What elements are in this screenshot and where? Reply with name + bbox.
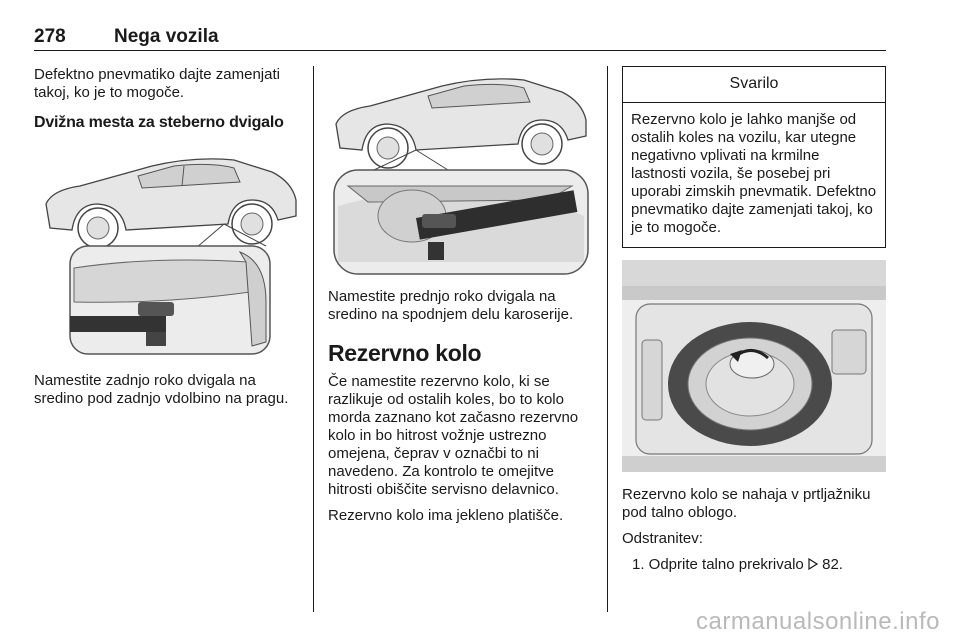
section-heading-spare-wheel: Rezervno kolo xyxy=(328,340,482,366)
spare-location-paragraph: Rezervno kolo se nahaja v prtljažniku pod talno oblogo. xyxy=(622,486,871,521)
page-title: Nega vozila xyxy=(114,26,219,47)
column-left xyxy=(34,66,300,408)
removal-label: Odstranitev: xyxy=(622,530,703,547)
intro-text: Defektno pnevmatiko dajte zamenjati takoj, ko je to mogoče. xyxy=(34,66,280,101)
caption-rear-arm: Namestite zadnjo roko dvigala na sredino pod zadnjo vdolbino na pragu. xyxy=(34,372,289,407)
page-header xyxy=(34,26,886,51)
page-reference-link[interactable]: 82. xyxy=(822,556,843,573)
watermark: carmanualsonline.info xyxy=(696,608,940,635)
caption-front-arm: Namestite prednjo roko dvigala na sredino na spodnjem delu karoserije. xyxy=(328,288,574,323)
front-lift-point-illustration xyxy=(328,66,594,278)
spare-wheel-paragraph: Če namestite rezervno kolo, ki se razlikuje od ostalih koles, bo to kolo morda zaznano kot začasno rezervno kolo in bo hitrost vožnje ustrezno omejena, čeprav v označbi to ni navedeno. Za kontrolo te omejitve hitrosti obiščite servisno delavnico. xyxy=(328,373,579,498)
rear-lift-point-illustration xyxy=(34,142,300,358)
page-reference-arrow-icon[interactable] xyxy=(808,557,818,574)
warning-text: Rezervno kolo je lahko manjše od ostalih koles na vozilu, kar utegne negativno vplivati na krmilne lastnosti vozila, še posebej pri uporabi zimskih pnevmatik. Defektno pnevmatiko dajte zamenjati takoj, ko je to mogoče. xyxy=(631,111,877,236)
step-text: 1. Odprite talno prekrivalo xyxy=(632,556,804,573)
warning-title: Svarilo xyxy=(623,67,885,103)
list-item xyxy=(622,556,886,574)
page-number: 278 xyxy=(34,26,66,47)
steel-rim-paragraph: Rezervno kolo ima jekleno platišče. xyxy=(328,507,564,524)
column-middle xyxy=(328,66,594,525)
warning-box xyxy=(622,66,886,248)
subheading-lift-points: Dvižna mesta za steberno dvigalo xyxy=(34,114,284,131)
column-right xyxy=(622,66,886,574)
column-divider xyxy=(313,66,314,612)
column-divider xyxy=(607,66,608,612)
spare-wheel-illustration xyxy=(622,260,886,472)
